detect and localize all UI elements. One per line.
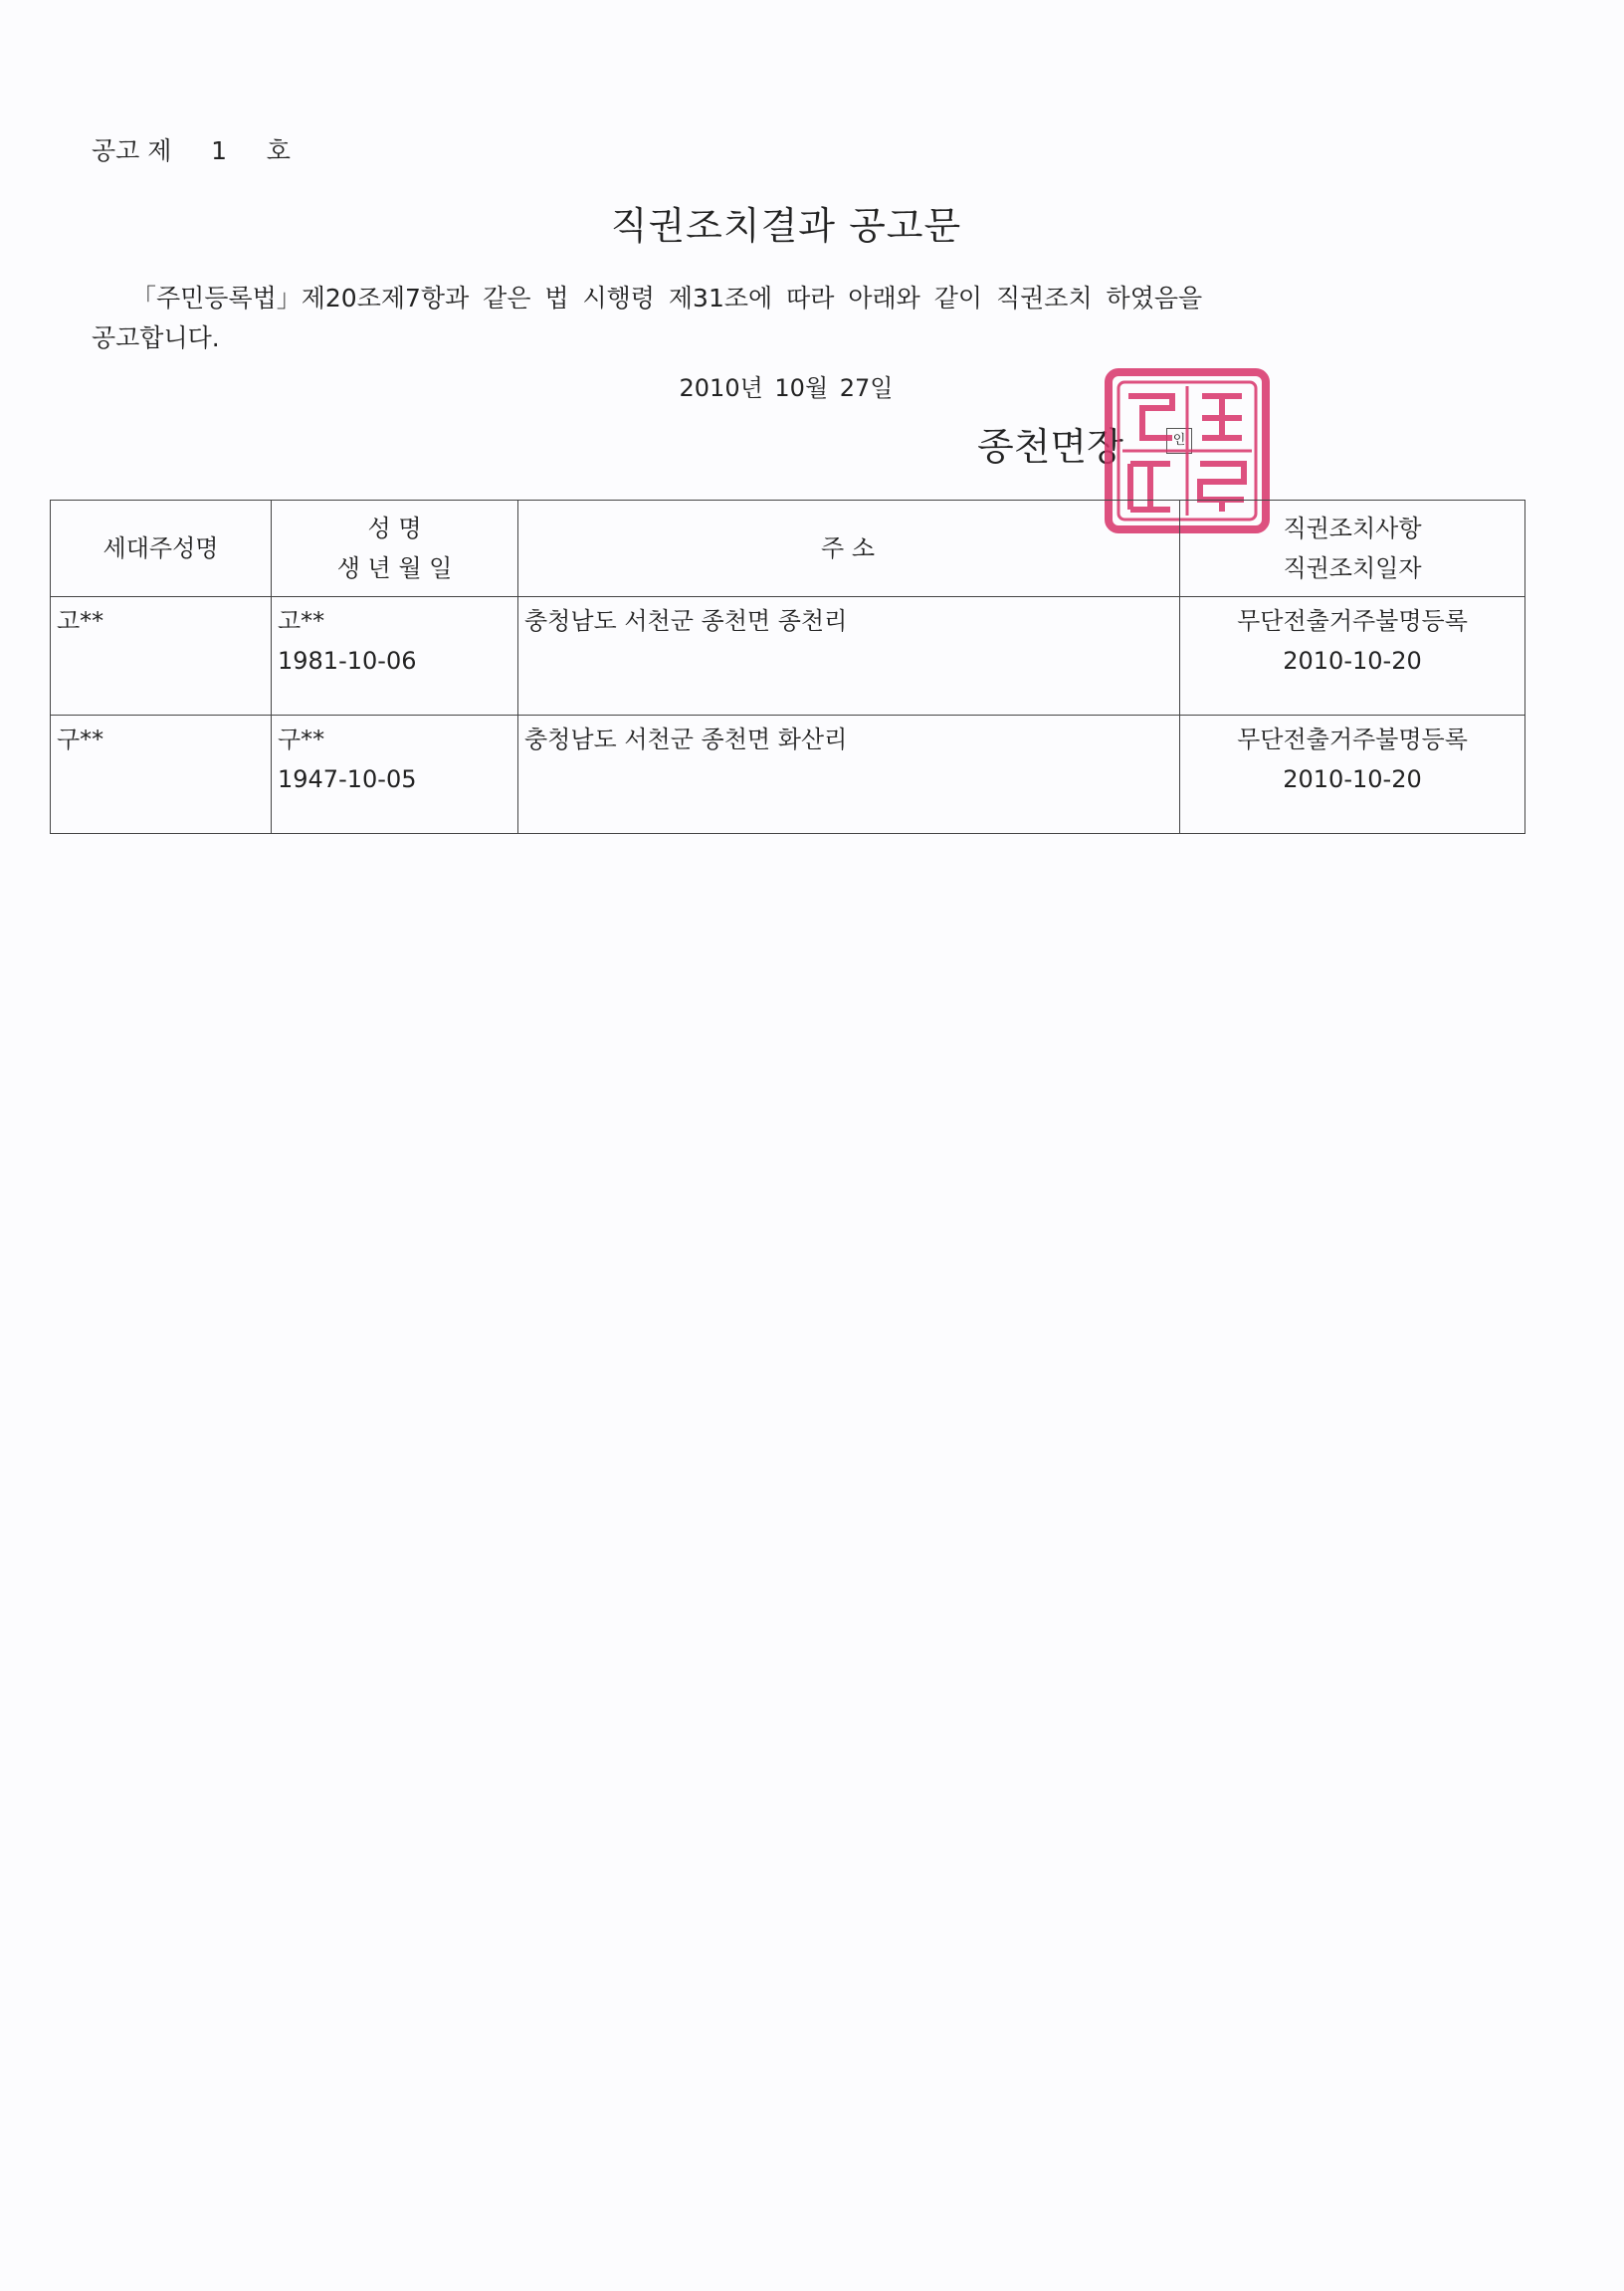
cell-address: 충청남도 서천군 종천면 화산리 <box>518 716 1180 834</box>
header-action-type: 직권조치사항 <box>1283 515 1422 542</box>
notice-body-line-2: 공고합니다. <box>92 323 220 352</box>
cell-name-birth <box>272 716 518 834</box>
header-action-date: 직권조치일자 <box>1283 554 1422 582</box>
header-address <box>518 501 1180 597</box>
cell-name-birth <box>272 597 518 716</box>
notice-number: 공고 제 1 호 <box>92 136 291 165</box>
cell-action <box>1180 716 1525 834</box>
notice-date: 2010년 10월 27일 <box>679 374 894 402</box>
cell-action-type: 무단전출거주불명등록 <box>1237 607 1468 635</box>
cell-name: 고** <box>278 607 325 635</box>
cell-name: 구** <box>278 726 325 753</box>
notice-body <box>92 279 1415 358</box>
cell-action-type: 무단전출거주불명등록 <box>1237 726 1468 753</box>
header-address-b: 소 <box>851 534 875 562</box>
header-householder: 세대주성명 <box>51 501 272 597</box>
header-name-birth <box>272 501 518 597</box>
cell-address: 충청남도 서천군 종천면 종천리 <box>518 597 1180 716</box>
signer-title: 종천면장 <box>977 425 1123 469</box>
header-birth: 생 년 월 일 <box>336 554 453 582</box>
table-header-row <box>51 501 1525 597</box>
roster-table <box>50 500 1525 834</box>
header-action <box>1180 501 1525 597</box>
cell-action <box>1180 597 1525 716</box>
cell-action-date: 2010-10-20 <box>1283 765 1422 793</box>
cell-householder: 구** <box>51 716 272 834</box>
cell-birth: 1981-10-06 <box>278 647 417 675</box>
page-title: 직권조치결과 공고문 <box>610 204 962 248</box>
cell-action-date: 2010-10-20 <box>1283 647 1422 675</box>
header-address-a: 주 <box>820 534 845 562</box>
notice-body-line-1: 「주민등록법」제20조제7항과 같은 법 시행령 제31조에 따라 아래와 같이 직권조치 하였음을 <box>131 284 1203 312</box>
header-name-a: 성 <box>367 515 391 542</box>
table-row <box>51 716 1525 834</box>
table-row <box>51 597 1525 716</box>
cell-birth: 1947-10-05 <box>278 765 417 793</box>
header-name-b: 명 <box>398 515 422 542</box>
cell-householder: 고** <box>51 597 272 716</box>
seal-mark: 인 <box>1166 428 1192 454</box>
